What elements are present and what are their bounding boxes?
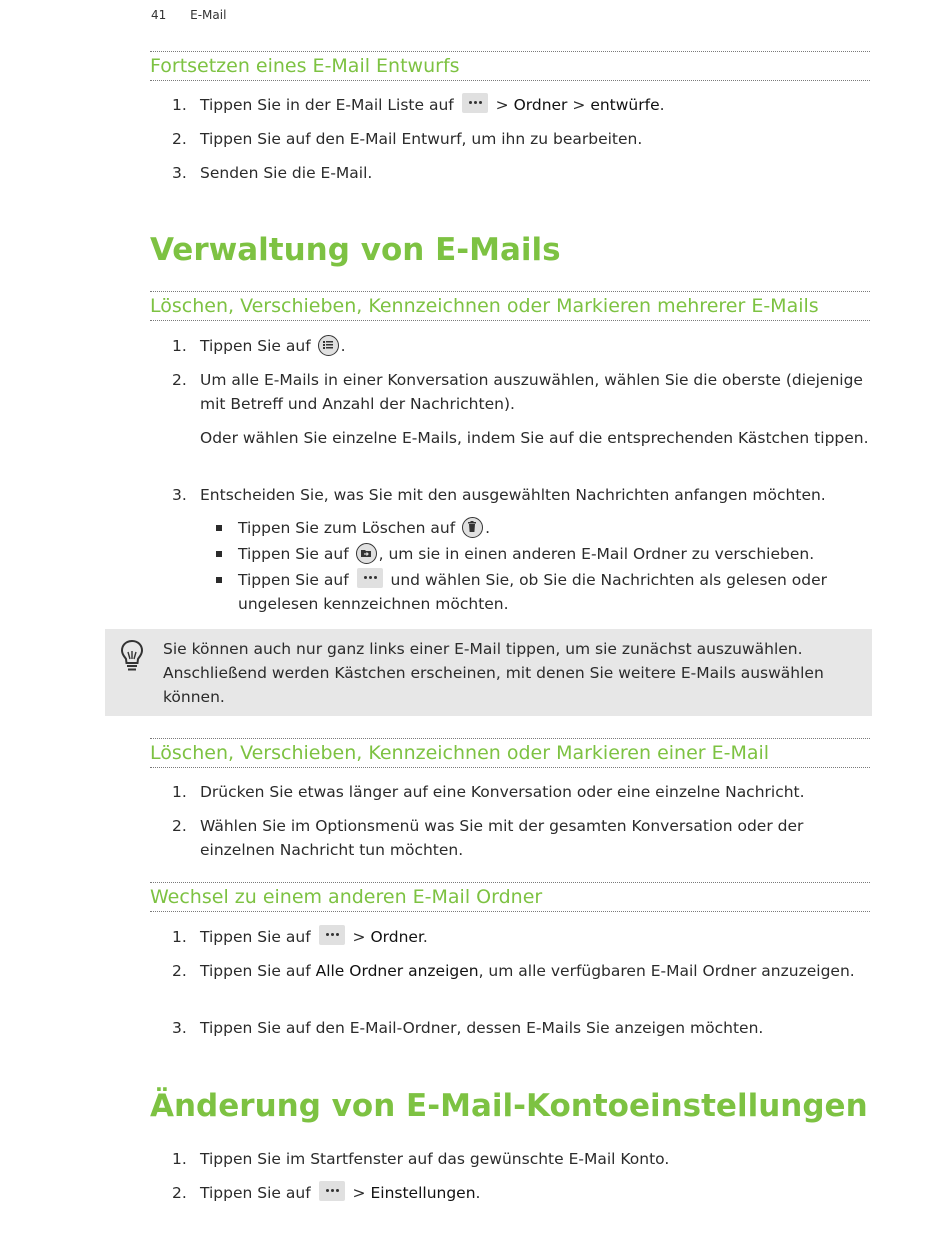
step-text: Tippen Sie auf . (200, 337, 346, 355)
page-header (151, 8, 226, 22)
step-number: 1. (172, 783, 187, 801)
step-text: Um alle E-Mails in einer Konversation auszuwählen, wählen Sie die oberste (diejenige mit Betreff und Anzahl der Nachrichten). (200, 371, 863, 413)
subheading-text: Löschen, Verschieben, Kennzeichnen oder Markieren mehrerer E-Mails (150, 295, 819, 317)
step-text: Tippen Sie auf Alle Ordner anzeigen, um alle verfügbaren E-Mail Ordner anzuzeigen. (200, 962, 855, 980)
step-note: Oder wählen Sie einzelne E-Mails, indem Sie auf die entsprechenden Kästchen tippen. (200, 429, 869, 447)
step-text: Drücken Sie etwas länger auf eine Konversation oder eine einzelne Nachricht. (200, 783, 805, 801)
subheading-text: Fortsetzen eines E-Mail Entwurfs (150, 55, 460, 77)
step-number: 1. (172, 928, 187, 946)
step-text: Tippen Sie auf den E-Mail Entwurf, um ihn zu bearbeiten. (200, 130, 643, 148)
step-number: 2. (172, 371, 187, 389)
step-text: Tippen Sie in der E-Mail Liste auf > Ordner > entwürfe. (200, 93, 872, 117)
bullet-text: Tippen Sie auf , um sie in einen anderen E-Mail Ordner zu verschieben. (238, 545, 815, 563)
step-text: Wählen Sie im Optionsmenü was Sie mit der gesamten Konversation oder der einzelnen Nachricht tun möchten. (200, 817, 804, 859)
trash-icon (462, 517, 483, 538)
subheading-multiple-emails (150, 291, 870, 321)
subheading-text: Wechsel zu einem anderen E-Mail Ordner (150, 886, 543, 908)
section-name: E-Mail (190, 8, 227, 22)
select-list-icon (318, 335, 339, 356)
more-dots-icon (357, 568, 383, 588)
move-folder-icon (356, 543, 377, 564)
subheading-continue-draft (150, 51, 870, 81)
step-number: 2. (172, 817, 187, 835)
step-text: Tippen Sie im Startfenster auf das gewünschte E-Mail Konto. (200, 1150, 670, 1168)
bullet-marker (216, 577, 222, 583)
tip-text: Sie können auch nur ganz links einer E-Mail tippen, um sie zunächst auszuwählen. Anschließend werden Kästchen erscheinen, mit denen Sie weitere E-Mails auswählen können. (163, 640, 824, 706)
bullet-marker (216, 525, 222, 531)
step-number: 1. (172, 96, 187, 114)
step-number: 3. (172, 1019, 187, 1037)
subheading-switch-folder (150, 882, 870, 912)
step-number: 1. (172, 1150, 187, 1168)
more-dots-icon (319, 1181, 345, 1201)
step-number: 1. (172, 337, 187, 355)
more-dots-icon (319, 925, 345, 945)
more-dots-icon (462, 93, 488, 113)
step-number: 2. (172, 1184, 187, 1202)
step-text: Tippen Sie auf > Ordner. (200, 925, 872, 949)
subheading-single-email (150, 738, 870, 768)
step-text: Tippen Sie auf > Einstellungen. (200, 1181, 872, 1205)
step-text: Senden Sie die E-Mail. (200, 164, 373, 182)
bullet-text: Tippen Sie auf und wählen Sie, ob Sie die Nachrichten als gelesen oder ungelesen kennzeichnen möchten. (238, 568, 866, 616)
tip-box (105, 629, 872, 716)
bullet-marker (216, 551, 222, 557)
step-number: 2. (172, 962, 187, 980)
step-text: Tippen Sie auf den E-Mail-Ordner, dessen E-Mails Sie anzeigen möchten. (200, 1019, 764, 1037)
lightbulb-icon (119, 639, 145, 677)
step-text: Entscheiden Sie, was Sie mit den ausgewählten Nachrichten anfangen möchten. (200, 486, 826, 504)
page-number: 41 (151, 8, 167, 22)
subheading-text: Löschen, Verschieben, Kennzeichnen oder Markieren einer E-Mail (150, 742, 770, 764)
bullet-text: Tippen Sie zum Löschen auf . (238, 519, 491, 537)
step-number: 2. (172, 130, 187, 148)
chapter-heading: Verwaltung von E-Mails (150, 232, 561, 268)
step-number: 3. (172, 486, 187, 504)
chapter-heading: Änderung von E-Mail-Kontoeinstellungen (150, 1088, 868, 1124)
step-number: 3. (172, 164, 187, 182)
